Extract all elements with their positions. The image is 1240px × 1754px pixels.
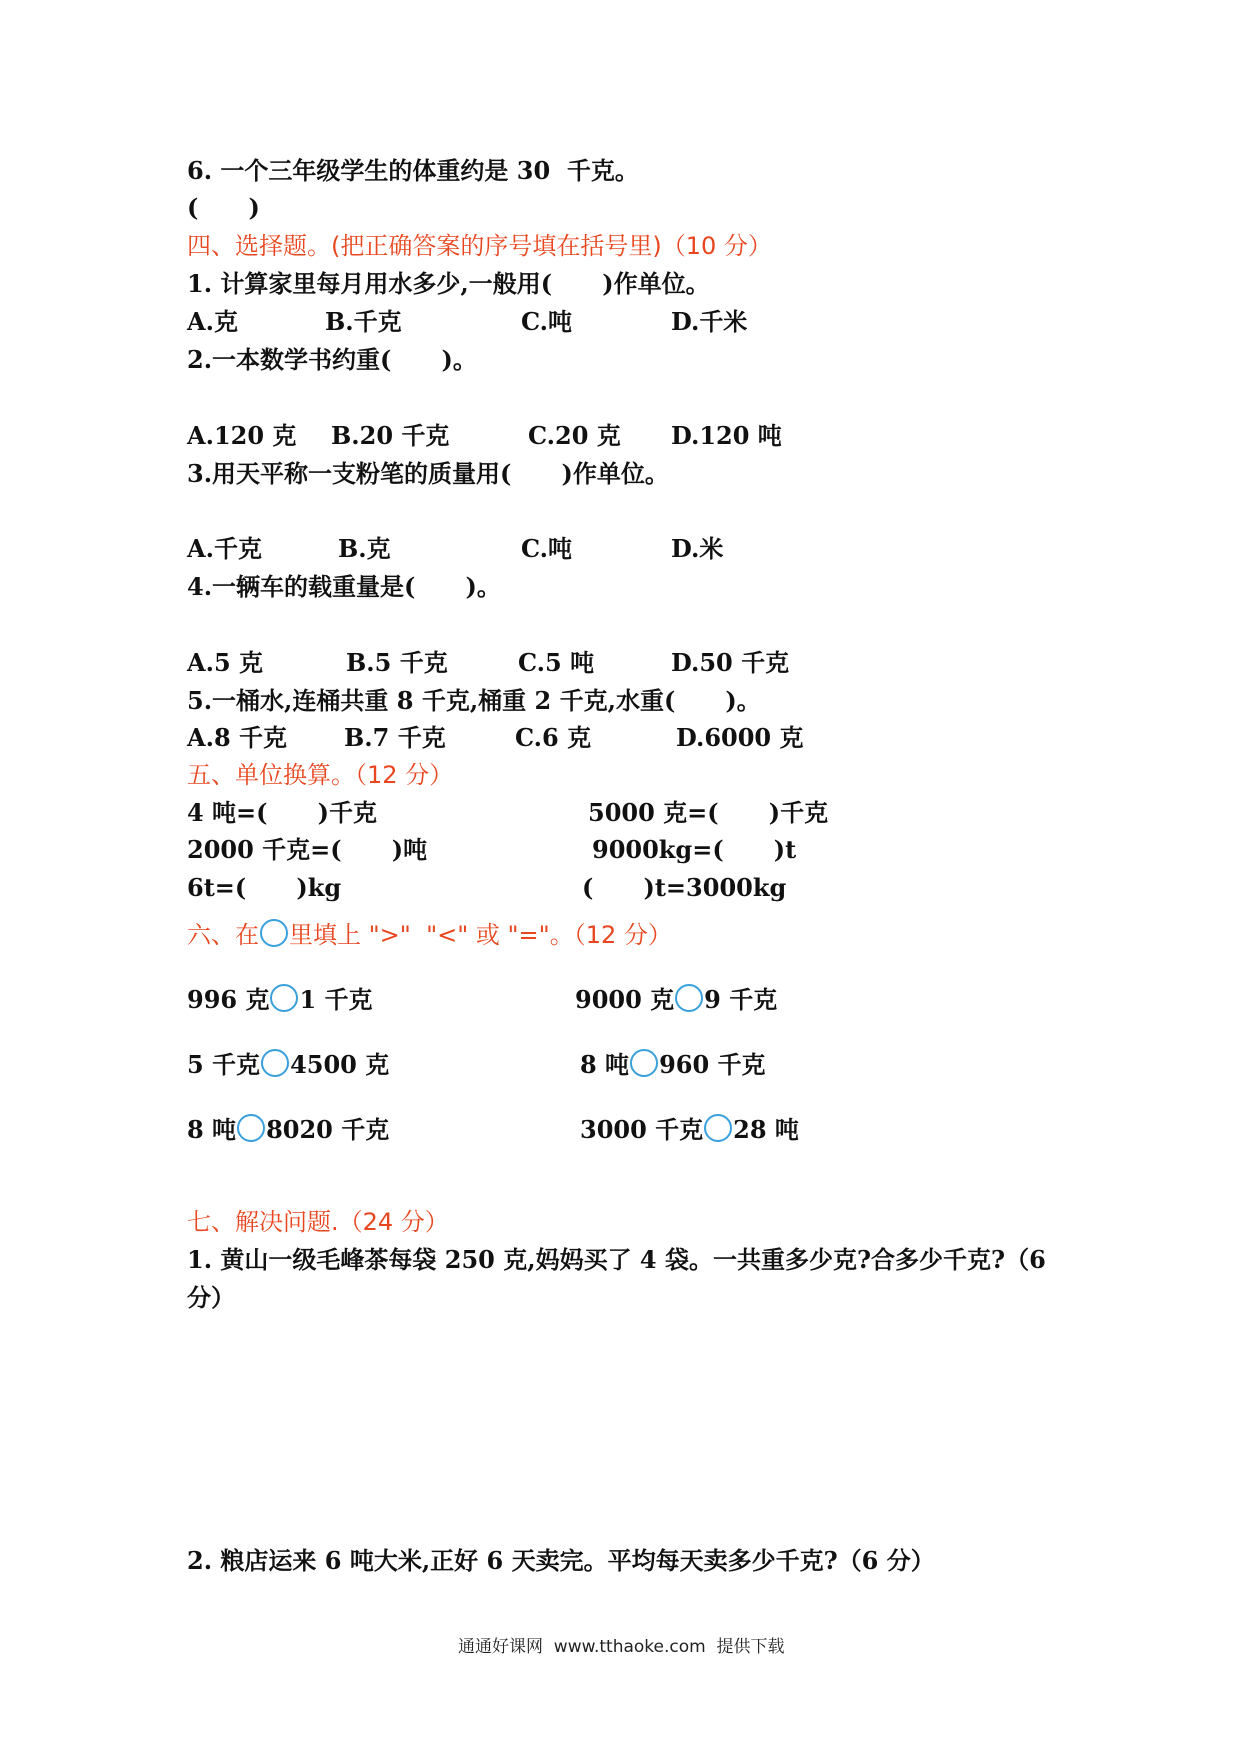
- conversion-item: 2000 千克=( )吨: [187, 835, 428, 864]
- conversion-item: 4 吨=( )千克: [187, 798, 378, 827]
- compare-item: [580, 1049, 766, 1081]
- compare-circle-icon[interactable]: [261, 1049, 289, 1077]
- option-c: C.吨: [521, 534, 573, 563]
- problem-1-line-2: 分）: [187, 1283, 235, 1312]
- option-d: D.50 千克: [671, 648, 790, 677]
- compare-circle-icon[interactable]: [270, 984, 298, 1012]
- compare-left: 8 吨: [187, 1115, 237, 1144]
- option-b: B.20 千克: [331, 421, 450, 450]
- judge-question-6: 6. 一个三年级学生的体重约是 30 千克。: [187, 156, 639, 185]
- choice-question-4: 4.一辆车的载重量是( )。: [187, 572, 501, 601]
- compare-item: [187, 1049, 389, 1081]
- compare-item: [187, 984, 373, 1016]
- section-title-conversion: 五、单位换算。（12 分）: [187, 761, 454, 789]
- compare-left: 3000 千克: [580, 1115, 704, 1144]
- compare-left: 996 克: [187, 985, 270, 1014]
- problem-1-line-1: 1. 黄山一级毛峰茶每袋 250 克,妈妈买了 4 袋。一共重多少克?合多少千克?（6: [187, 1245, 1046, 1274]
- compare-circle-icon[interactable]: [704, 1114, 732, 1142]
- choice-question-3: 3.用天平称一支粉笔的质量用( )作单位。: [187, 459, 669, 488]
- option-b: B.克: [338, 534, 391, 563]
- compare-right: 8020 千克: [266, 1115, 390, 1144]
- compare-right: 960 千克: [659, 1050, 766, 1079]
- section-title-compare: [187, 919, 672, 951]
- compare-circle-icon[interactable]: [675, 984, 703, 1012]
- section-title-part: 六、在: [187, 921, 259, 949]
- compare-item: [575, 984, 777, 1016]
- option-b: B.千克: [325, 307, 402, 336]
- option-a: A.120 克: [187, 421, 297, 450]
- compare-left: 9000 克: [575, 985, 675, 1014]
- compare-circle-icon[interactable]: [237, 1114, 265, 1142]
- option-d: D.120 吨: [671, 421, 782, 450]
- conversion-item: 6t=( )kg: [187, 873, 342, 902]
- option-d: D.千米: [671, 307, 748, 336]
- option-c: C.20 克: [528, 421, 621, 450]
- section-title-choice: 四、选择题。(把正确答案的序号填在括号里)（10 分）: [187, 232, 772, 260]
- option-c: C.6 克: [515, 723, 592, 752]
- blank-circle-icon: [260, 919, 288, 947]
- conversion-item: 5000 克=( )千克: [588, 798, 829, 827]
- section-title-problems: 七、解决问题.（24 分）: [187, 1208, 449, 1236]
- problem-2: 2. 粮店运来 6 吨大米,正好 6 天卖完。平均每天卖多少千克?（6 分）: [187, 1546, 935, 1575]
- footer-watermark: 通通好课网 www.tthaoke.com 提供下载: [458, 1637, 785, 1657]
- choice-question-5: 5.一桶水,连桶共重 8 千克,桶重 2 千克,水重( )。: [187, 686, 761, 715]
- compare-right: 28 吨: [733, 1115, 799, 1144]
- conversion-item: ( )t=3000kg: [582, 873, 787, 902]
- conversion-item: 9000kg=( )t: [592, 835, 797, 864]
- section-title-part: 里填上 ">" "<" 或 "="。（12 分）: [289, 921, 672, 949]
- option-a: A.8 千克: [187, 723, 288, 752]
- compare-left: 8 吨: [580, 1050, 630, 1079]
- option-b: B.7 千克: [344, 723, 446, 752]
- choice-question-2: 2.一本数学书约重( )。: [187, 345, 477, 374]
- compare-right: 4500 克: [290, 1050, 390, 1079]
- choice-question-1: 1. 计算家里每月用水多少,一般用( )作单位。: [187, 269, 710, 298]
- option-a: A.克: [187, 307, 238, 336]
- compare-left: 5 千克: [187, 1050, 261, 1079]
- option-a: A.5 克: [187, 648, 264, 677]
- option-c: C.吨: [521, 307, 573, 336]
- option-d: D.6000 克: [676, 723, 804, 752]
- compare-right: 9 千克: [704, 985, 778, 1014]
- option-b: B.5 千克: [346, 648, 448, 677]
- compare-circle-icon[interactable]: [630, 1049, 658, 1077]
- option-a: A.千克: [187, 534, 262, 563]
- option-d: D.米: [671, 534, 724, 563]
- answer-blank[interactable]: ( ): [187, 193, 260, 222]
- compare-item: [580, 1114, 799, 1146]
- compare-item: [187, 1114, 389, 1146]
- option-c: C.5 吨: [518, 648, 595, 677]
- compare-right: 1 千克: [299, 985, 373, 1014]
